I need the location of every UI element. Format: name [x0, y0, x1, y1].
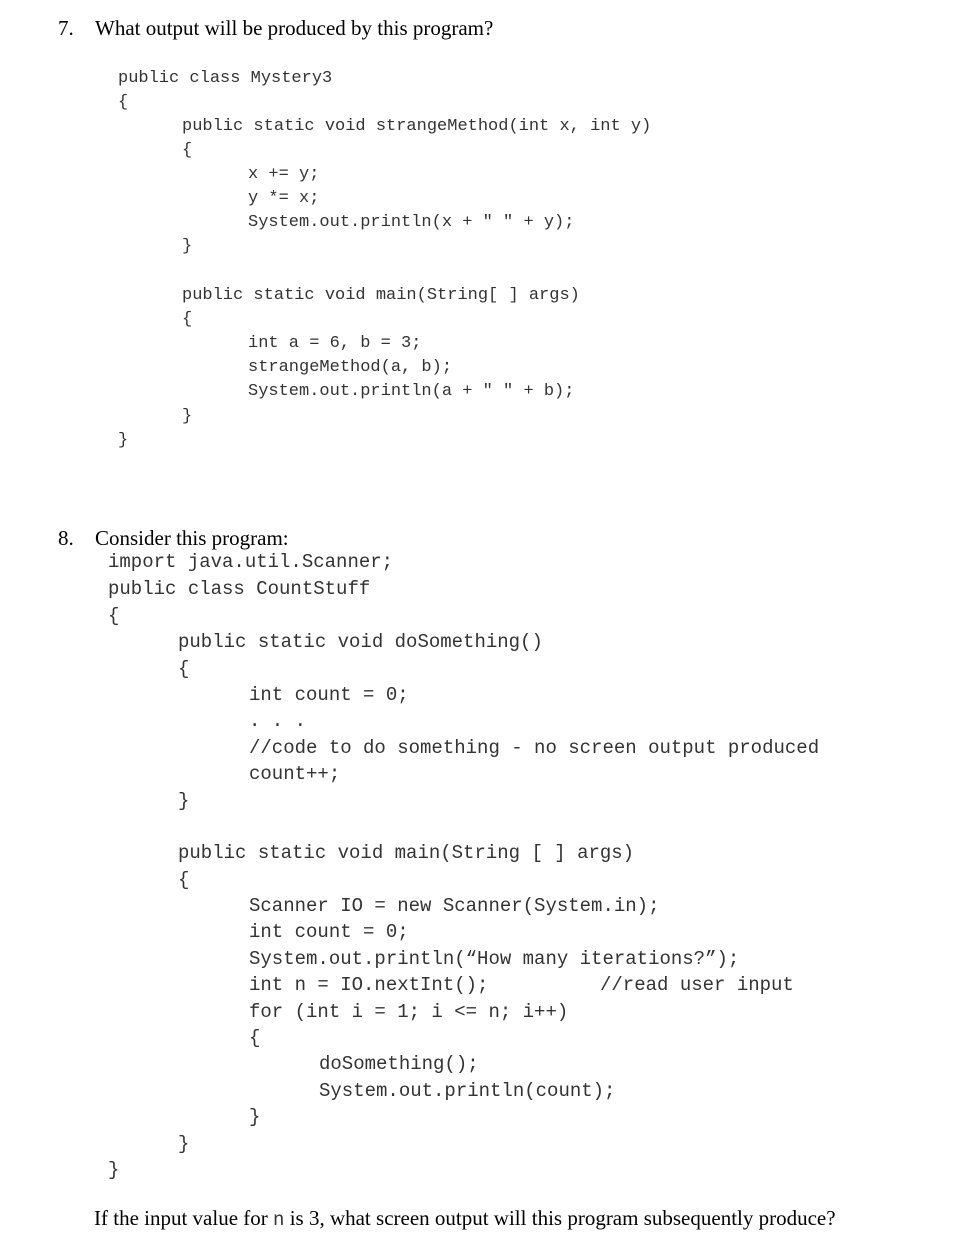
- q8-code-line: count++;: [249, 763, 341, 785]
- q7-code-line: {: [182, 141, 193, 160]
- q8-code-line: System.out.println(count);: [319, 1080, 616, 1102]
- q8-code-line: System.out.println(“How many iterations?”);: [249, 948, 740, 970]
- followup-text-end: is 3, what screen output will this program subsequently produce?: [284, 1206, 836, 1230]
- question-7-prompt: What output will be produced by this program?: [95, 16, 494, 40]
- q8-code-line: //code to do something - no screen output produced: [249, 737, 820, 759]
- q8-code-line: {: [108, 605, 120, 627]
- q8-code-line: public static void main(String [ ] args): [178, 842, 635, 864]
- q7-code-line: public class Mystery3: [118, 69, 333, 88]
- followup-variable: n: [273, 1209, 285, 1231]
- q7-code-line: public static void main(String[ ] args): [182, 286, 580, 305]
- question-8-prompt: Consider this program:: [95, 526, 289, 550]
- question-7-heading: [58, 16, 493, 41]
- question-8-followup: [94, 1206, 836, 1231]
- question-7-number: 7.: [58, 16, 74, 40]
- q8-code-line: . . .: [249, 710, 307, 732]
- q8-code-line: int count = 0;: [249, 921, 409, 943]
- q7-code-line: }: [118, 431, 129, 450]
- q8-code-line: int n = IO.nextInt();: [249, 974, 489, 996]
- q7-code-line: {: [182, 310, 193, 329]
- q7-code-line: }: [182, 407, 193, 426]
- q7-code-line: {: [118, 93, 129, 112]
- q8-code-line: int count = 0;: [249, 684, 409, 706]
- q8-code-line: public class CountStuff: [108, 578, 371, 600]
- q8-code-line: public static void doSomething(): [178, 631, 543, 653]
- q8-code-line: }: [178, 1133, 190, 1155]
- q8-code-line: //read user input: [600, 974, 794, 996]
- followup-text-start: If the input value for: [94, 1206, 274, 1230]
- q7-code-line: System.out.println(a + " " + b);: [248, 382, 575, 401]
- q7-code-line: System.out.println(x + " " + y);: [248, 213, 575, 232]
- question-8-number: 8.: [58, 526, 74, 550]
- q8-code-line: for (int i = 1; i <= n; i++): [249, 1001, 569, 1023]
- q8-code-line: import java.util.Scanner;: [108, 551, 394, 573]
- q8-code-line: {: [178, 869, 190, 891]
- q7-code-line: int a = 6, b = 3;: [248, 334, 422, 353]
- q8-code-line: }: [178, 790, 190, 812]
- q7-code-line: }: [182, 237, 193, 256]
- q7-code-line: public static void strangeMethod(int x, int y): [182, 117, 652, 136]
- q8-code-line: {: [249, 1027, 261, 1049]
- q7-code-line: y *= x;: [248, 189, 320, 208]
- q8-code-line: doSomething();: [319, 1053, 479, 1075]
- q8-code-line: }: [249, 1106, 261, 1128]
- q8-code-line: {: [178, 658, 190, 680]
- q7-code-line: strangeMethod(a, b);: [248, 358, 453, 377]
- question-8-heading: [58, 526, 289, 551]
- q8-code-line: Scanner IO = new Scanner(System.in);: [249, 895, 660, 917]
- q8-code-line: }: [108, 1159, 120, 1181]
- q7-code-line: x += y;: [248, 165, 320, 184]
